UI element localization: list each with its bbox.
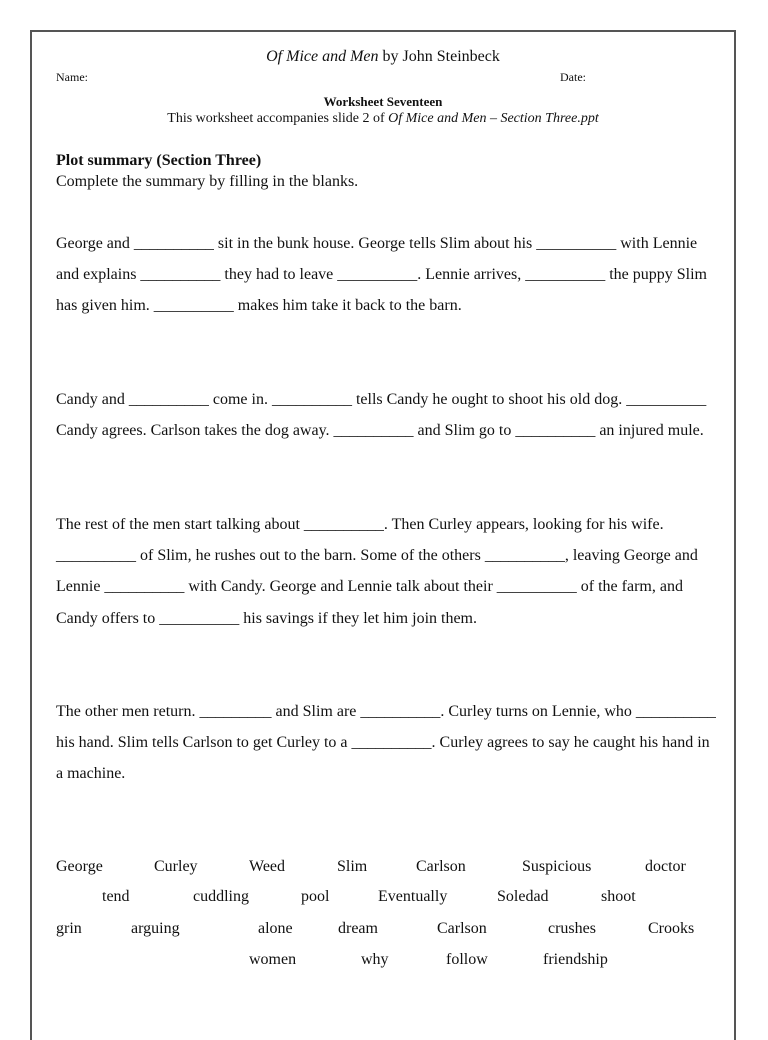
word-bank-word: arguing — [131, 920, 180, 937]
summary-paragraph-3: The rest of the men start talking about __________. Then Curley appears, looking for his wife. __________ of Slim, he rushes out to the barn. Some of the others __________, leaving George and Lennie __________ with Candy. George and Lennie talk about their __________ of the farm, and Candy offers to __________ his savings if they let him join them. — [56, 516, 698, 627]
word-bank-row-3 — [56, 920, 696, 942]
word-bank-word: tend — [102, 888, 130, 905]
worksheet-title: Worksheet Seventeen — [323, 94, 443, 109]
word-bank-word: dream — [338, 920, 378, 937]
word-bank-word: George — [56, 858, 103, 875]
word-bank-word: follow — [446, 951, 488, 968]
summary-paragraph-1: George and __________ sit in the bunk house. George tells Slim about his __________ with Lennie and explains __________ they had to leave __________. Lennie arrives, __________ the puppy Slim has given him. __________ makes him take it back to the barn. — [56, 235, 707, 315]
word-bank-word: shoot — [601, 888, 636, 905]
author-text: by John Steinbeck — [378, 48, 500, 65]
name-label: Name: — [56, 70, 88, 84]
book-title: Of Mice and Men — [266, 48, 379, 65]
word-bank-word: cuddling — [193, 888, 249, 905]
word-bank-row-2 — [56, 888, 696, 910]
word-bank-word: Eventually — [378, 888, 448, 905]
word-bank-word: Weed — [249, 858, 286, 875]
document-title — [32, 48, 734, 66]
word-bank-row-1 — [56, 858, 696, 880]
word-bank-word: pool — [301, 888, 330, 905]
word-bank-word: Carlson — [437, 920, 487, 937]
worksheet-page — [30, 30, 736, 1040]
word-bank-word: alone — [258, 920, 293, 937]
summary-paragraph-2: Candy and __________ come in. __________ tells Candy he ought to shoot his old dog. __________ Candy agrees. Carlson takes the dog away. __________ and Slim go to __________ an injured mule. — [56, 391, 707, 440]
instructions: Complete the summary by filling in the blanks. — [56, 173, 359, 190]
word-bank-word: crushes — [548, 920, 596, 937]
word-bank-word: Curley — [154, 858, 198, 875]
subtitle-file: Of Mice and Men – Section Three.ppt — [388, 111, 599, 126]
word-bank-word: Slim — [337, 858, 368, 875]
word-bank-word: women — [249, 951, 297, 968]
word-bank-word: friendship — [543, 951, 608, 968]
date-label: Date: — [560, 70, 586, 84]
summary-paragraph-4: The other men return. _________ and Slim are __________. Curley turns on Lennie, who __________ his hand. Slim tells Carlson to get Curley to a __________. Curley agrees to say he caught his hand in a machine. — [56, 703, 716, 783]
word-bank-word: Crooks — [648, 920, 695, 937]
word-bank-word: why — [361, 951, 389, 968]
word-bank-word: Soledad — [497, 888, 549, 905]
word-bank-row-4 — [56, 951, 696, 973]
word-bank-word: Suspicious — [522, 858, 592, 875]
section-heading: Plot summary (Section Three) — [56, 152, 262, 169]
word-bank-word: Carlson — [416, 858, 466, 875]
subtitle-text: This worksheet accompanies slide 2 of — [167, 111, 389, 126]
word-bank-word: grin — [56, 920, 82, 937]
word-bank-word: doctor — [645, 858, 686, 875]
worksheet-subtitle — [32, 111, 734, 127]
